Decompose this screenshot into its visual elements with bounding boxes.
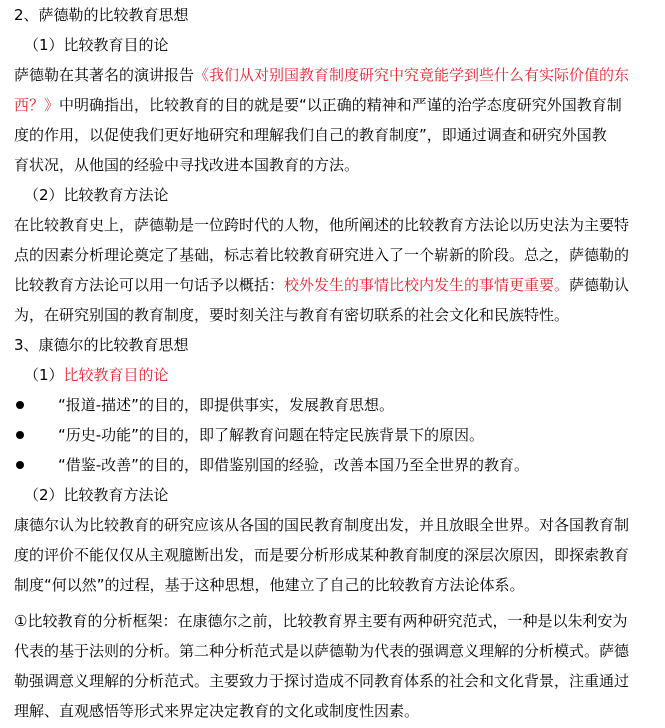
- list-item: [14, 450, 665, 480]
- section-3-heading: 3、康德尔的比较教育思想: [14, 336, 189, 354]
- highlight-text: 西？》: [14, 96, 60, 114]
- bullet-icon: [16, 461, 24, 469]
- section-3-paragraph-2: [14, 606, 665, 726]
- text-line: 代表的基于法则的分析。第二种分析范式是以萨德勒为代表的强调意义理解的分析模式。萨德: [14, 642, 630, 660]
- section-3-paragraph-1: [14, 510, 665, 600]
- section-2-sub-1: （1）比较教育目的论: [24, 36, 169, 54]
- text: （1）: [24, 366, 64, 384]
- text-line: 度的作用，以促使我们更好地研究和理解我们自己的教育制度”，即通过调查和研究外国教: [14, 126, 607, 144]
- section-3-sub-1: [14, 360, 665, 390]
- section-2-sub-2: （2）比较教育方法论: [24, 186, 169, 204]
- text: 比较教育方法论可以用一句话予以概括：: [14, 276, 285, 294]
- list-item: [14, 390, 665, 420]
- text-line: 勒强调意义理解的分析范式。主要致力于探讨造成不同教育体系的社会和文化背景，注重通过: [14, 672, 630, 690]
- text-line: 育状况，从他国的经验中寻找改进本国教育的方法。: [14, 156, 360, 174]
- list-item-text: “报道-描述”的目的，即提供事实，发展教育思想。: [58, 396, 394, 414]
- text-line: 制度“何以然”的过程，基于这种思想，他建立了自己的比较教育方法论体系。: [14, 576, 525, 594]
- section-2-paragraph-2: [14, 210, 665, 330]
- text-line: 康德尔认为比较教育的研究应该从各国的国民教育制度出发，并且放眼全世界。对各国教育制: [14, 516, 630, 534]
- bullet-list: [14, 390, 665, 480]
- text-line: 理解、直观感悟等形式来界定决定教育的文化或制度性因素。: [14, 702, 420, 720]
- list-item-text: “借鉴-改善”的目的，即借鉴别国的经验，改善本国乃至全世界的教育。: [58, 456, 529, 474]
- text: 中明确指出，比较教育的目的就是要“以正确的精神和严谨的治学态度研究外国教育制: [59, 96, 622, 114]
- text: 萨德勒认: [569, 276, 630, 294]
- section-2-heading: 2、萨德勒的比较教育思想: [14, 6, 189, 24]
- bullet-icon: [16, 401, 24, 409]
- highlight-text: 《我们从对别国教育制度研究中究竟能学到些什么有实际价值的东: [194, 66, 630, 84]
- text-line: 在比较教育史上，萨德勒是一位跨时代的人物，他所阐述的比较教育方法论以历史法为主要特: [14, 216, 630, 234]
- section-2-paragraph-1: [14, 60, 665, 180]
- text-line: 度的评价不能仅仅从主观臆断出发，而是要分析形成某种教育制度的深层次原因，即探索教育: [14, 546, 630, 564]
- highlight-text: 比较教育目的论: [63, 366, 169, 384]
- section-3-sub-2: （2）比较教育方法论: [24, 486, 169, 504]
- highlight-text: 校外发生的事情比校内发生的事情更重要。: [284, 276, 570, 294]
- list-item-text: “历史-功能”的目的，即了解教育问题在特定民族背景下的原因。: [58, 426, 484, 444]
- text-line: 点的因素分析理论奠定了基础，标志着比较教育研究进入了一个崭新的阶段。总之，萨德勒的: [14, 246, 630, 264]
- text-line: 为，在研究别国的教育制度，要时刻关注与教育有密切联系的社会文化和民族特性。: [14, 306, 570, 324]
- bullet-icon: [16, 431, 24, 439]
- text-line: ①比较教育的分析框架：在康德尔之前，比较教育界主要有两种研究范式，一种是以朱利安为: [14, 612, 628, 630]
- text: 萨德勒在其著名的演讲报告: [14, 66, 195, 84]
- list-item: [14, 420, 665, 450]
